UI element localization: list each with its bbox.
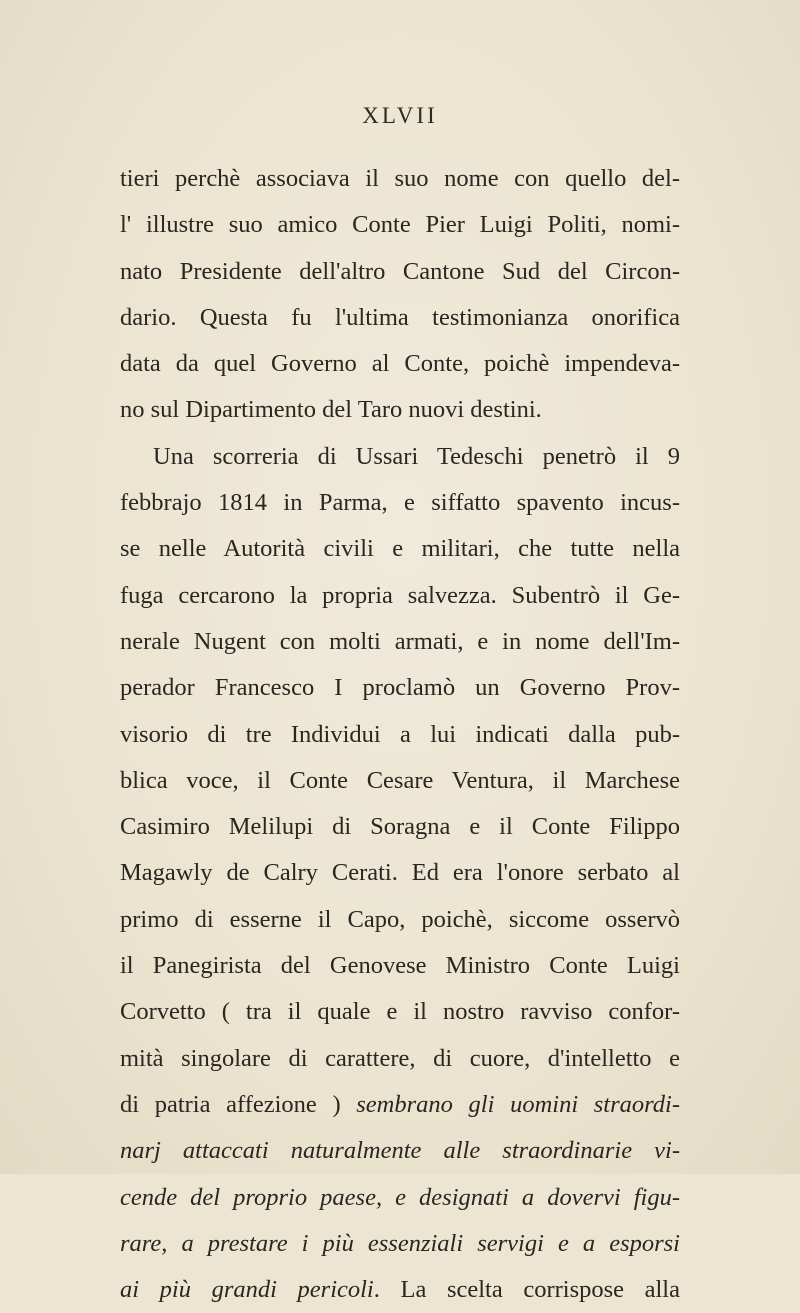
text-line <box>120 712 680 758</box>
italic-quote-span: ai più grandi pericoli <box>120 1276 374 1304</box>
text-line <box>120 1221 680 1267</box>
text-span: perador Francesco I proclamò un Governo Prov- <box>120 674 680 702</box>
italic-quote-span: narj attaccati naturalmente alle straordinarie vi- <box>120 1137 680 1165</box>
text-span: mità singolare di carattere, di cuore, d'intelletto e <box>120 1044 680 1072</box>
text-line <box>120 526 680 572</box>
text-line <box>120 573 680 619</box>
text-line <box>120 850 680 896</box>
page-number: XLVII <box>362 103 438 128</box>
text-span: visorio di tre Individui a lui indicati dalla pub- <box>120 720 680 748</box>
text-span: se nelle Autorità civili e militari, che tutte nella <box>120 535 680 563</box>
text-line <box>120 943 680 989</box>
text-line <box>120 295 680 341</box>
text-line <box>120 341 680 387</box>
text-line <box>120 249 680 295</box>
text-span: di patria affezione ) <box>120 1090 357 1118</box>
text-span: . La scelta corrispose alla <box>373 1276 680 1304</box>
text-line <box>120 1175 680 1221</box>
text-span: Casimiro Melilupi di Soragna e il Conte Filippo <box>120 813 680 841</box>
text-span: febbrajo 1814 in Parma, e siffatto spavento incus- <box>120 489 680 517</box>
text-span: fuga cercarono la propria salvezza. Subentrò il Ge- <box>120 581 680 609</box>
text-line <box>120 758 680 804</box>
text-span: blica voce, il Conte Cesare Ventura, il Marchese <box>120 766 680 794</box>
text-line <box>120 1036 680 1082</box>
text-span: l' illustre suo amico Conte Pier Luigi Politi, nomi- <box>120 211 680 239</box>
text-line <box>120 202 680 248</box>
text-span: Una scorreria di Ussari Tedeschi penetrò il 9 <box>153 442 680 470</box>
italic-quote-span: rare, a prestare i più essenziali servigi e a esporsi <box>120 1229 680 1257</box>
text-line <box>120 665 680 711</box>
text-span: no sul Dipartimento del Taro nuovi destini. <box>120 396 542 424</box>
text-line <box>120 804 680 850</box>
text-line <box>120 387 680 433</box>
text-span: primo di esserne il Capo, poichè, siccome osservò <box>120 905 680 933</box>
italic-quote-span: cende del proprio paese, e designati a dovervi figu- <box>120 1183 680 1211</box>
text-line <box>120 1128 680 1174</box>
text-span: data da quel Governo al Conte, poichè impendeva- <box>120 350 680 378</box>
text-span: nerale Nugent con molti armati, e in nome dell'Im- <box>120 627 680 655</box>
text-line <box>120 156 680 202</box>
text-span: Corvetto ( tra il quale e il nostro ravviso confor- <box>120 998 680 1026</box>
text-line <box>120 897 680 943</box>
italic-quote-span: sembrano gli uomini straordi- <box>356 1090 680 1118</box>
body-text <box>120 156 680 1313</box>
text-line <box>120 1082 680 1128</box>
text-span: il Panegirista del Genovese Ministro Conte Luigi <box>120 952 680 980</box>
text-line <box>120 480 680 526</box>
text-line <box>120 619 680 665</box>
text-span: tieri perchè associava il suo nome con quello del- <box>120 165 680 192</box>
text-line <box>120 989 680 1035</box>
text-line <box>120 1267 680 1313</box>
text-span: dario. Questa fu l'ultima testimonianza onorifica <box>120 303 680 331</box>
text-span: nato Presidente dell'altro Cantone Sud del Circon- <box>120 257 680 285</box>
text-span: Magawly de Calry Cerati. Ed era l'onore serbato al <box>120 859 680 887</box>
text-line <box>120 434 680 480</box>
